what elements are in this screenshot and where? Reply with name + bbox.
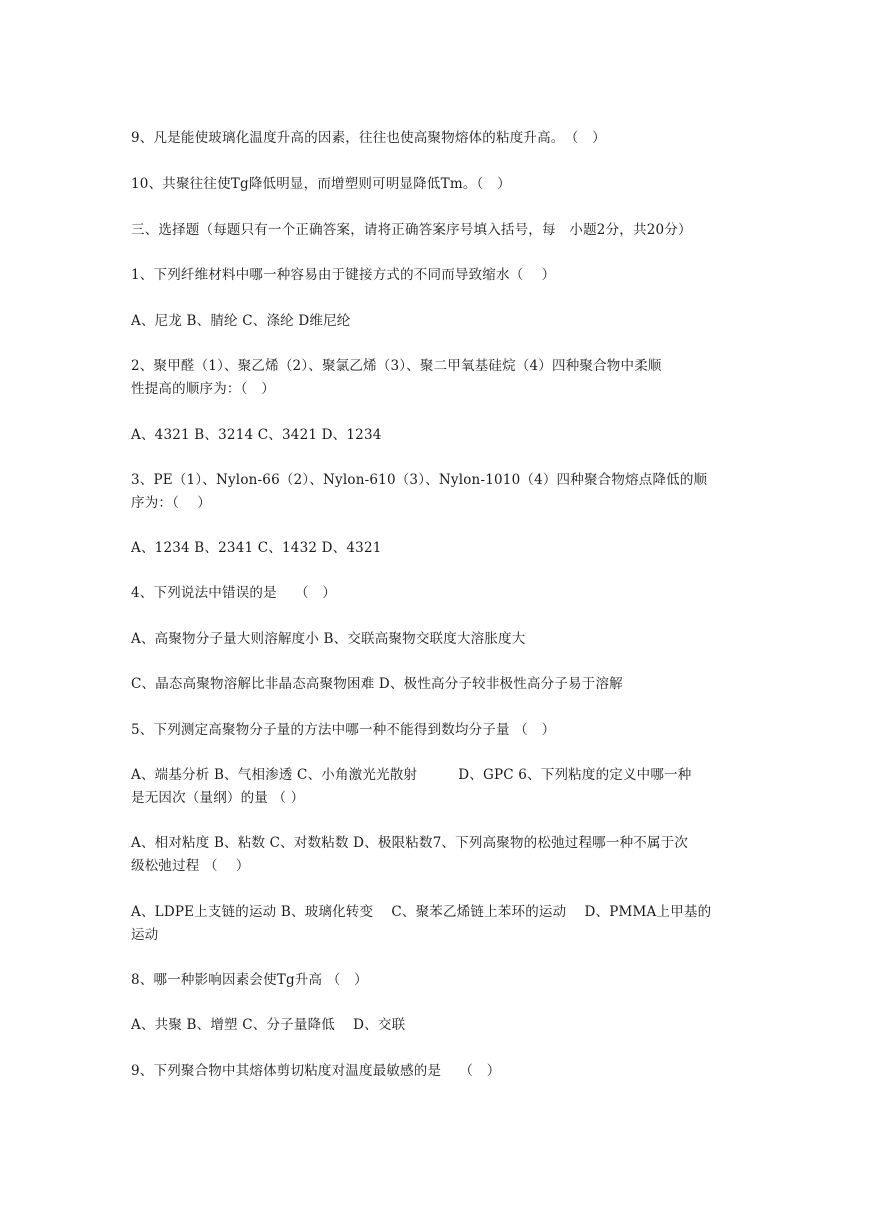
question-4-options-ab: A、高聚物分子量大则溶解度小 B、交联高聚物交联度大溶胀度大 [131, 631, 526, 647]
question-7-options-line-1: A、LDPE上支链的运动 B、玻璃化转变 C、聚苯乙烯链上苯环的运动 D、PMMA上甲基的 [131, 904, 712, 920]
question-7-line-2: 级松弛过程 （ ） [131, 858, 250, 874]
question-3-line-2: 序为：（ ） [131, 495, 211, 511]
question-3-line-1: 3、PE（1）、Nylon-66（2）、Nylon-610（3）、Nylon-1010（4）四种聚合物熔点降低的顺 [131, 472, 708, 488]
question-3-options: A、1234 B、2341 C、1432 D、4321 [131, 540, 382, 556]
question-2-line-1: 2、聚甲醛（1）、聚乙烯（2）、聚氯乙烯（3）、聚二甲氧基硅烷（4）四种聚合物中柔顺 [131, 358, 662, 374]
statement-9: 9、凡是能使玻璃化温度升高的因素，往往也使高聚物熔体的粘度升高。 （ ） [131, 130, 606, 146]
question-2-options: A、4321 B、3214 C、3421 D、1234 [131, 427, 382, 443]
question-5-options-line-1: A、端基分析 B、气相渗透 C、小角激光光散射 D、GPC 6、下列粘度的定义中哪一种 [131, 767, 692, 783]
question-6-line-2: 是无因次（量纲）的量 （ ） [131, 790, 305, 806]
question-1: 1、下列纤维材料中哪一种容易由于键接方式的不同而导致缩水（ ） [131, 267, 556, 283]
question-9: 9、下列聚合物中其熔体剪切粘度对温度最敏感的是 （ ） [131, 1063, 501, 1079]
question-4-options-cd: C、晶态高聚物溶解比非晶态高聚物困难 D、极性高分子较非极性高分子易于溶解 [131, 676, 623, 692]
question-8-options: A、共聚 B、增塑 C、分子量降低 D、交联 [131, 1017, 406, 1033]
statement-10: 10、共聚往往使Tg降低明显，而增塑则可明显降低Tm。（ ） [131, 176, 511, 192]
question-8: 8、哪一种影响因素会使Tg升高 （ ） [131, 972, 368, 988]
question-6-options-line-1: A、相对粘度 B、粘数 C、对数粘数 D、极限粘数7、下列高聚物的松弛过程哪一种不属于次 [131, 835, 689, 851]
question-5: 5、下列测定高聚物分子量的方法中哪一种不能得到数均分子量 （ ） [131, 722, 556, 738]
question-4: 4、下列说法中错误的是 （ ） [131, 585, 337, 601]
question-2-line-2: 性提高的顺序为：（ ） [131, 381, 275, 397]
section-heading-multiple-choice: 三、选择题（每题只有一个正确答案，请将正确答案序号填入括号，每 小题2分，共20分） [131, 222, 692, 238]
question-7-options-line-2: 运动 [131, 927, 159, 943]
question-1-options: A、尼龙 B、腈纶 C、涤纶 D维尼纶 [131, 313, 351, 329]
